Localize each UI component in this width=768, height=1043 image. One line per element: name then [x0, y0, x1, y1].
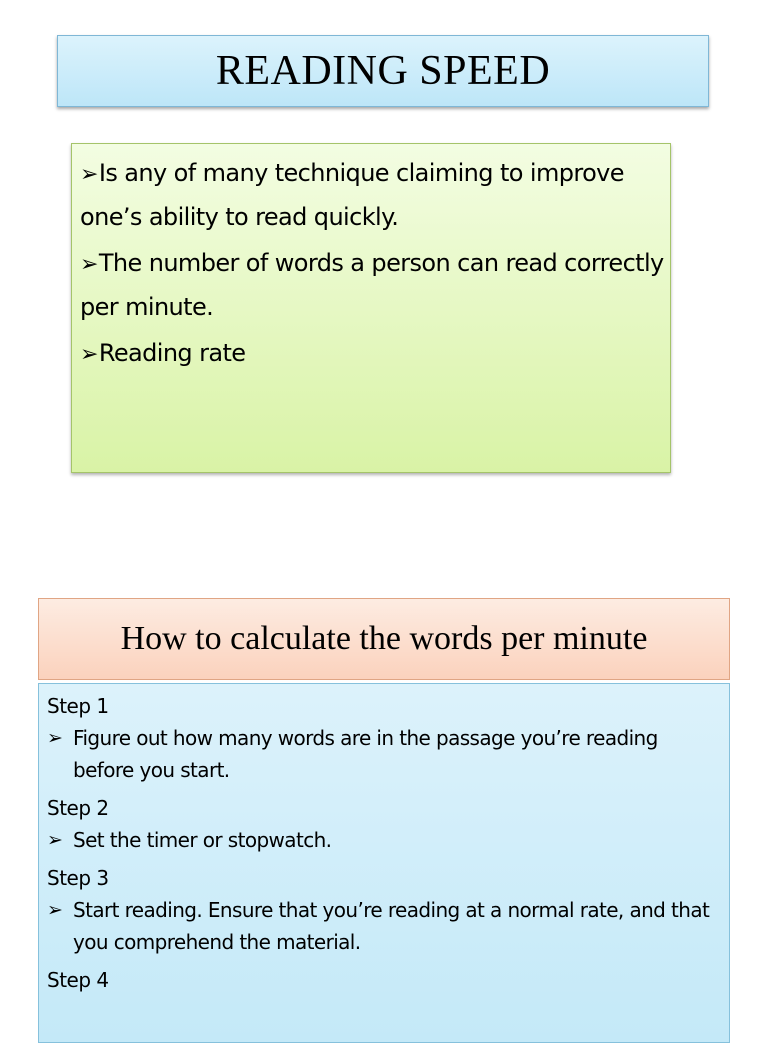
arrow-bullet-icon: ➢: [47, 829, 63, 851]
definition-item: [80, 242, 664, 328]
arrow-bullet-icon: ➢: [47, 899, 63, 921]
arrow-bullet-icon: ➢: [80, 252, 98, 277]
definition-box: [71, 143, 671, 473]
step-instruction: [47, 722, 715, 786]
page-title: READING SPEED: [215, 48, 551, 94]
definition-text: Reading rate: [98, 339, 246, 367]
step-label: Step 2: [47, 796, 109, 820]
step-text: Set the timer or stopwatch.: [73, 828, 332, 852]
calculation-title: How to calculate the words per minute: [120, 620, 648, 657]
step-text: Figure out how many words are in the passage you’re reading before you start.: [73, 726, 658, 782]
step-label: Step 3: [47, 866, 109, 890]
arrow-bullet-icon: ➢: [80, 342, 98, 367]
definition-item: [80, 152, 664, 238]
arrow-bullet-icon: ➢: [47, 727, 63, 749]
step-instruction: [47, 894, 715, 958]
definition-text: Is any of many technique claiming to improve one’s ability to read quickly.: [80, 159, 624, 231]
step-instruction: [47, 824, 715, 856]
title-banner: [57, 35, 709, 107]
step-text: Start reading. Ensure that you’re reading at a normal rate, and that you comprehend the material.: [73, 898, 710, 954]
arrow-bullet-icon: ➢: [80, 162, 98, 187]
step-label: Step 1: [47, 694, 109, 718]
steps-box: [38, 683, 730, 1043]
calculation-header: [38, 598, 730, 680]
step-label: Step 4: [47, 968, 109, 992]
definition-text: The number of words a person can read correctly per minute.: [80, 249, 664, 321]
definition-item: [80, 332, 664, 376]
